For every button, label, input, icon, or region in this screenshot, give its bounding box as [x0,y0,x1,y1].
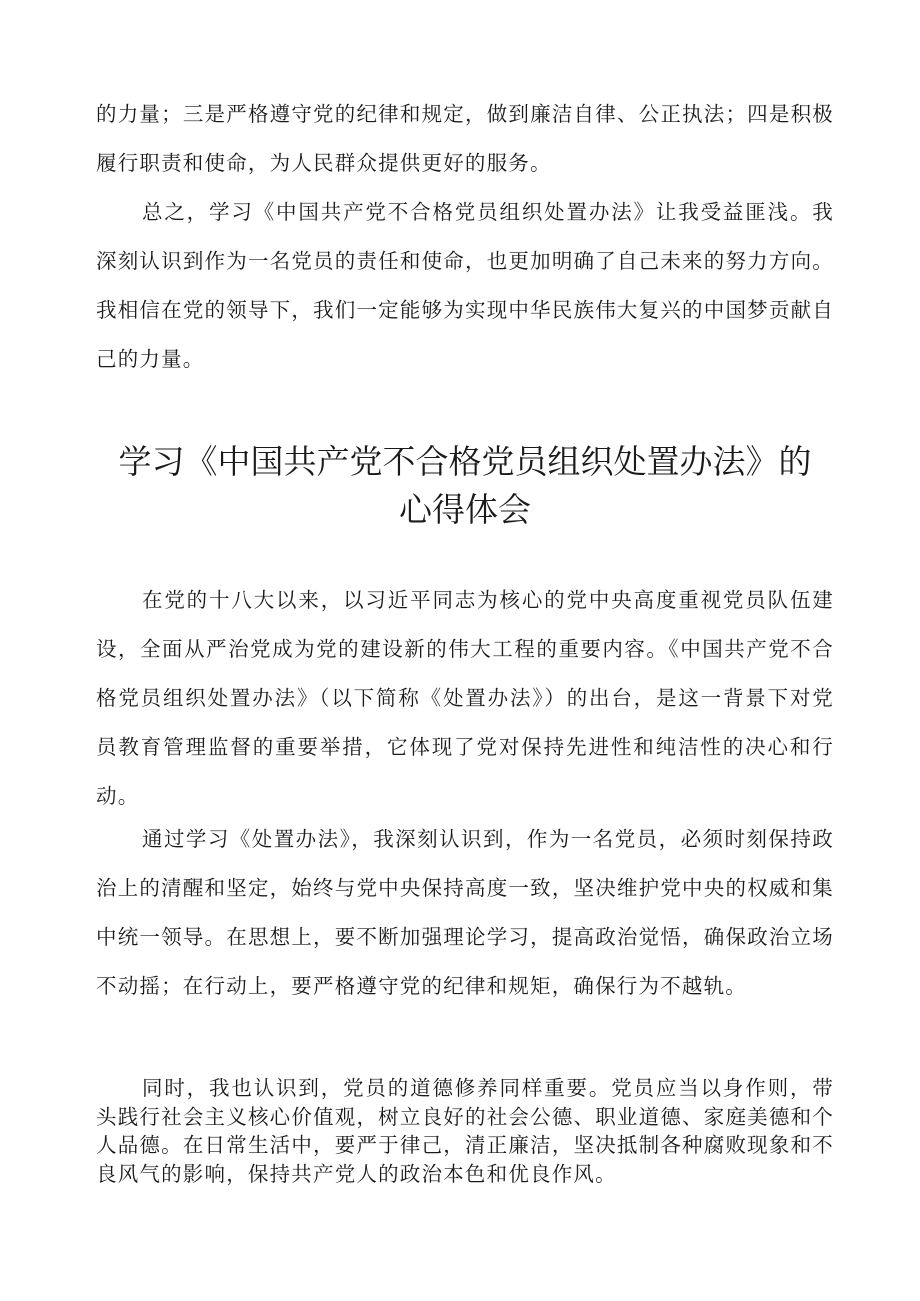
paragraph-conclusion: 总之，学习《中国共产党不合格党员组织处置办法》让我受益匪浅。我深刻认识到作为一名党员的责任和使命，也更加明确了自己未来的努力方向。我相信在党的领导下，我们一定能够为实现中华民族伟大复兴的中国梦贡献自己的力量。 [96,200,834,371]
paragraph-intro: 在党的十八大以来，以习近平同志为核心的党中央高度重视党员队伍建设，全面从严治党成为党的建设新的伟大工程的重要内容。《中国共产党不合格党员组织处置办法》（以下简称《处置办法》）的出台，是这一背景下对党员教育管理监督的重要举措，它体现了党对保持先进性和纯洁性的决心和行动。 [96,588,834,808]
essay-title-line-1: 学习《中国共产党不合格党员组织处置办法》的 [118,442,812,481]
essay-title [96,438,834,534]
paragraph-moral-cultivation: 同时，我也认识到，党员的道德修养同样重要。党员应当以身作则，带头践行社会主义核心价值观，树立良好的社会公德、职业道德、家庭美德和个人品德。在日常生活中，要严于律己，清正廉洁，坚决抵制各种腐败现象和不良风气的影响，保持共产党人的政治本色和优良作风。 [96,1076,834,1186]
essay-title-line-2: 心得体会 [399,490,531,529]
paragraph-continuation: 的力量；三是严格遵守党的纪律和规定，做到廉洁自律、公正执法；四是积极履行职责和使命，为人民群众提供更好的服务。 [96,102,834,175]
paragraph-study-reflection: 通过学习《处置办法》，我深刻认识到，作为一名党员，必须时刻保持政治上的清醒和坚定，始终与党中央保持高度一致，坚决维护党中央的权威和集中统一领导。在思想上，要不断加强理论学习，提高政治觉悟，确保政治立场不动摇；在行动上，要严格遵守党的纪律和规矩，确保行为不越轨。 [96,827,834,998]
